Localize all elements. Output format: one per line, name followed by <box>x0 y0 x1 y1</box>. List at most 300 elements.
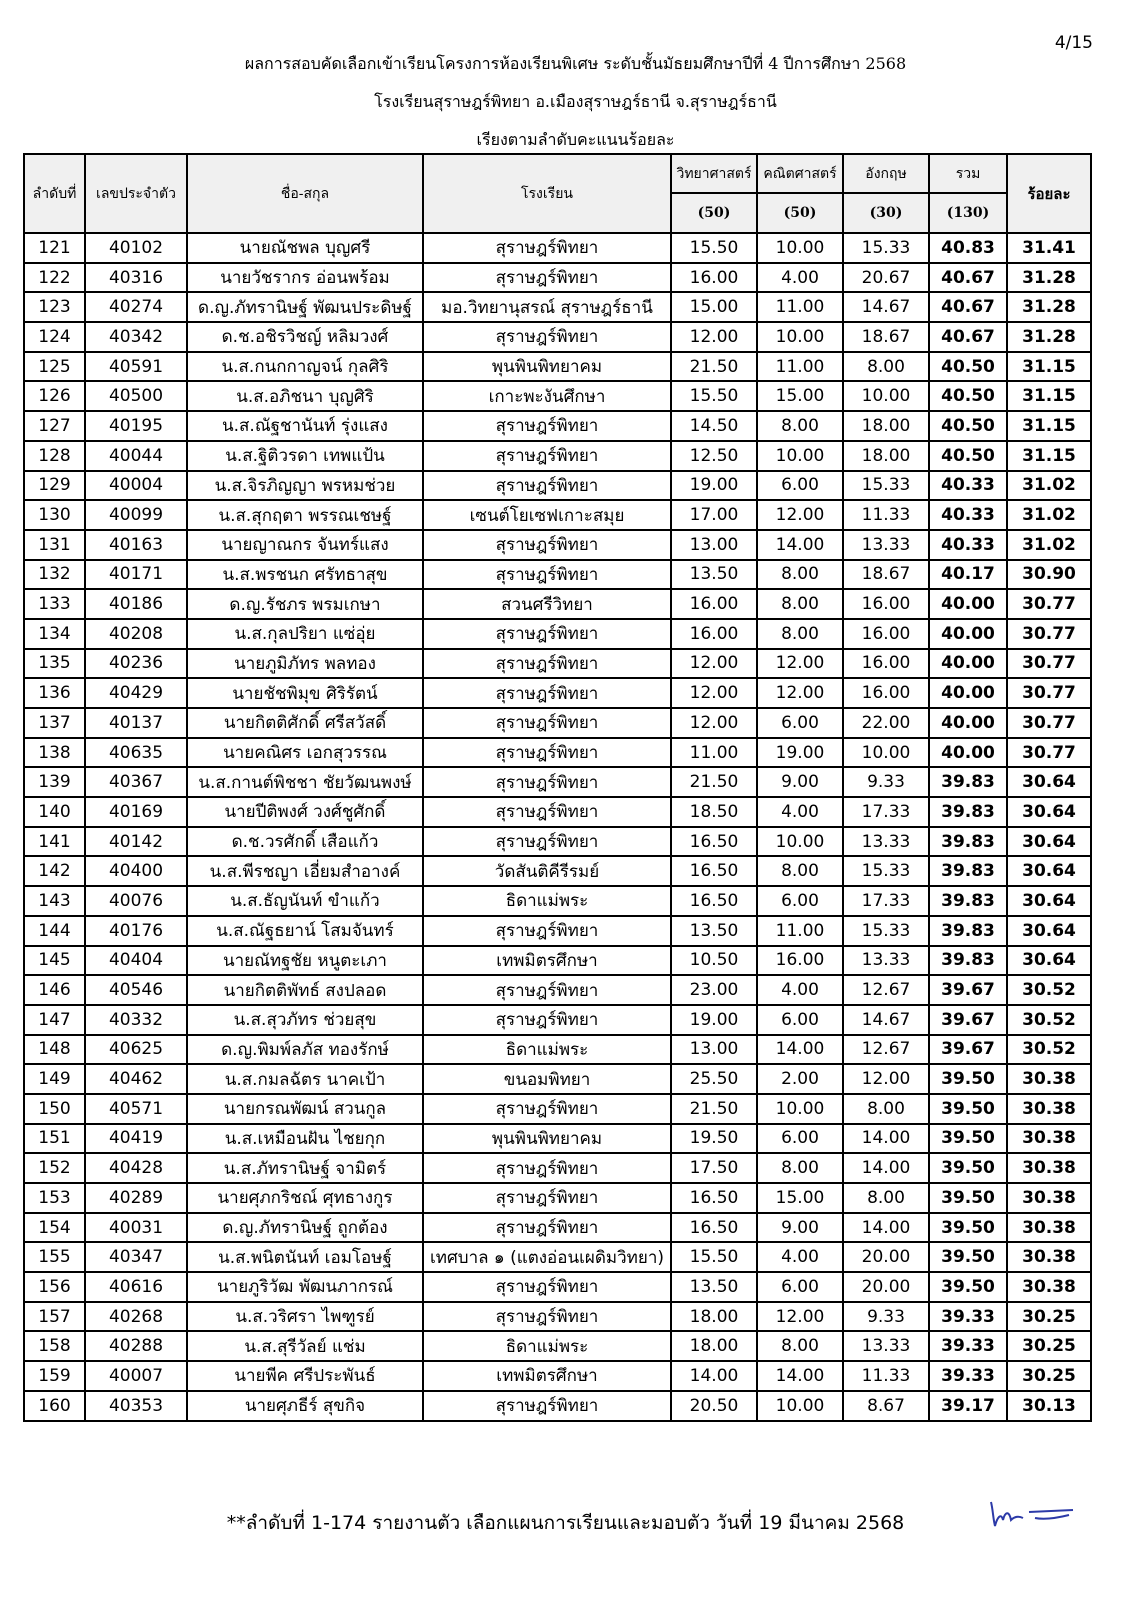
cell-school: สุราษฎร์พิทยา <box>423 441 671 471</box>
cell-english: 15.33 <box>843 471 929 501</box>
cell-total: 39.50 <box>929 1213 1007 1243</box>
cell-rank: 145 <box>24 946 85 976</box>
cell-science: 12.00 <box>671 649 757 679</box>
header-school: โรงเรียน <box>423 154 671 233</box>
cell-school: สุราษฎร์พิทยา <box>423 1213 671 1243</box>
cell-science: 18.00 <box>671 1302 757 1332</box>
cell-english: 8.00 <box>843 1183 929 1213</box>
cell-math: 15.00 <box>757 381 843 411</box>
cell-science: 13.00 <box>671 530 757 560</box>
cell-math: 6.00 <box>757 471 843 501</box>
table-row <box>24 797 1091 827</box>
cell-school: สุราษฎร์พิทยา <box>423 708 671 738</box>
cell-id: 40186 <box>85 589 187 619</box>
cell-total: 40.00 <box>929 708 1007 738</box>
cell-math: 4.00 <box>757 263 843 293</box>
cell-english: 12.67 <box>843 975 929 1005</box>
cell-name: นายภูมิภัทร พลทอง <box>187 649 423 679</box>
cell-science: 15.00 <box>671 292 757 322</box>
cell-rank: 124 <box>24 322 85 352</box>
cell-school: สุราษฎร์พิทยา <box>423 738 671 768</box>
cell-english: 13.33 <box>843 946 929 976</box>
signature-mark <box>985 1496 1080 1536</box>
cell-total: 40.00 <box>929 649 1007 679</box>
cell-id: 40268 <box>85 1302 187 1332</box>
cell-id: 40571 <box>85 1094 187 1124</box>
cell-total: 40.00 <box>929 678 1007 708</box>
cell-science: 12.00 <box>671 708 757 738</box>
cell-rank: 121 <box>24 233 85 263</box>
cell-school: สุราษฎร์พิทยา <box>423 471 671 501</box>
cell-english: 13.33 <box>843 1331 929 1361</box>
cell-name: นายญาณกร จันทร์แสง <box>187 530 423 560</box>
cell-science: 17.00 <box>671 500 757 530</box>
signature-tail <box>1035 1515 1069 1519</box>
cell-name: นายปีติพงศ์ วงศ์ชูศักดิ์ <box>187 797 423 827</box>
cell-name: น.ส.ธัญนันท์ ขำแก้ว <box>187 886 423 916</box>
cell-math: 4.00 <box>757 1242 843 1272</box>
cell-rank: 136 <box>24 678 85 708</box>
table-row <box>24 1183 1091 1213</box>
cell-school: ธิดาแม่พระ <box>423 1331 671 1361</box>
table-row <box>24 411 1091 441</box>
cell-total: 39.83 <box>929 767 1007 797</box>
cell-math: 15.00 <box>757 1183 843 1213</box>
cell-name: น.ส.กนกกาญจน์ กุลศิริ <box>187 352 423 382</box>
cell-math: 2.00 <box>757 1064 843 1094</box>
cell-percent: 31.15 <box>1007 411 1091 441</box>
table-row <box>24 441 1091 471</box>
cell-id: 40176 <box>85 916 187 946</box>
cell-name: น.ส.สุรีวัลย์ แช่ม <box>187 1331 423 1361</box>
table-row <box>24 500 1091 530</box>
cell-rank: 147 <box>24 1005 85 1035</box>
cell-science: 12.00 <box>671 322 757 352</box>
cell-math: 8.00 <box>757 856 843 886</box>
cell-school: สุราษฎร์พิทยา <box>423 678 671 708</box>
cell-id: 40428 <box>85 1153 187 1183</box>
table-row <box>24 1153 1091 1183</box>
table-row <box>24 1005 1091 1035</box>
header-name: ชื่อ-สกุล <box>187 154 423 233</box>
cell-percent: 30.25 <box>1007 1302 1091 1332</box>
cell-name: นายวัชรากร อ่อนพร้อม <box>187 263 423 293</box>
cell-percent: 31.28 <box>1007 292 1091 322</box>
cell-math: 10.00 <box>757 322 843 352</box>
table-row <box>24 589 1091 619</box>
cell-name: น.ส.จิรภิญญา พรหมช่วย <box>187 471 423 501</box>
cell-percent: 30.38 <box>1007 1094 1091 1124</box>
cell-name: ด.ญ.ภัทรานิษฐ์ พัฒนประดิษฐ์ <box>187 292 423 322</box>
footnote: **ลำดับที่ 1-174 รายงานตัว เลือกแผนการเรียนและมอบตัว วันที่ 19 มีนาคม 2568 <box>226 1512 905 1534</box>
cell-rank: 154 <box>24 1213 85 1243</box>
cell-id: 40031 <box>85 1213 187 1243</box>
cell-math: 9.00 <box>757 1213 843 1243</box>
cell-rank: 144 <box>24 916 85 946</box>
cell-school: สุราษฎร์พิทยา <box>423 975 671 1005</box>
results-table <box>23 153 1092 1422</box>
cell-math: 10.00 <box>757 1391 843 1421</box>
table-row <box>24 649 1091 679</box>
cell-name: นายณัชพล บุญศรี <box>187 233 423 263</box>
cell-english: 11.33 <box>843 500 929 530</box>
cell-science: 16.50 <box>671 1183 757 1213</box>
cell-rank: 149 <box>24 1064 85 1094</box>
cell-school: ธิดาแม่พระ <box>423 1035 671 1065</box>
cell-total: 39.33 <box>929 1331 1007 1361</box>
cell-science: 12.50 <box>671 441 757 471</box>
cell-science: 18.00 <box>671 1331 757 1361</box>
cell-math: 6.00 <box>757 708 843 738</box>
table-row <box>24 233 1091 263</box>
cell-school: สุราษฎร์พิทยา <box>423 1183 671 1213</box>
signature-stroke <box>991 1502 1023 1526</box>
cell-math: 10.00 <box>757 827 843 857</box>
cell-id: 40591 <box>85 352 187 382</box>
cell-english: 16.00 <box>843 589 929 619</box>
cell-percent: 30.13 <box>1007 1391 1091 1421</box>
cell-school: สุราษฎร์พิทยา <box>423 619 671 649</box>
cell-name: นายกรณพัฒน์ สวนกูล <box>187 1094 423 1124</box>
cell-rank: 159 <box>24 1361 85 1391</box>
cell-percent: 31.41 <box>1007 233 1091 263</box>
cell-school: สุราษฎร์พิทยา <box>423 411 671 441</box>
cell-percent: 30.38 <box>1007 1213 1091 1243</box>
cell-english: 14.00 <box>843 1124 929 1154</box>
cell-school: พุนพินพิทยาคม <box>423 352 671 382</box>
cell-name: ด.ญ.ภัทรานิษฐ์ ถูกต้อง <box>187 1213 423 1243</box>
page-number: 4/15 <box>1054 33 1093 53</box>
cell-school: เทพมิตรศึกษา <box>423 946 671 976</box>
cell-school: สุราษฎร์พิทยา <box>423 1302 671 1332</box>
cell-name: นายพีค ศรีประพันธ์ <box>187 1361 423 1391</box>
cell-school: สุราษฎร์พิทยา <box>423 1005 671 1035</box>
cell-math: 8.00 <box>757 1153 843 1183</box>
cell-english: 12.67 <box>843 1035 929 1065</box>
cell-percent: 31.15 <box>1007 441 1091 471</box>
cell-math: 10.00 <box>757 1094 843 1124</box>
table-row <box>24 560 1091 590</box>
cell-school: สุราษฎร์พิทยา <box>423 649 671 679</box>
cell-math: 12.00 <box>757 500 843 530</box>
cell-total: 39.83 <box>929 797 1007 827</box>
cell-name: น.ส.พนิตนันท์ เอมโอษฐ์ <box>187 1242 423 1272</box>
cell-english: 16.00 <box>843 649 929 679</box>
cell-total: 40.50 <box>929 352 1007 382</box>
cell-english: 8.67 <box>843 1391 929 1421</box>
cell-name: น.ส.พีรชญา เอี่ยมสำอางค์ <box>187 856 423 886</box>
cell-id: 40044 <box>85 441 187 471</box>
cell-math: 8.00 <box>757 560 843 590</box>
cell-school: สุราษฎร์พิทยา <box>423 1094 671 1124</box>
cell-science: 16.50 <box>671 1213 757 1243</box>
cell-rank: 140 <box>24 797 85 827</box>
cell-rank: 157 <box>24 1302 85 1332</box>
cell-school: มอ.วิทยานุสรณ์ สุราษฎร์ธานี <box>423 292 671 322</box>
cell-id: 40353 <box>85 1391 187 1421</box>
cell-name: น.ส.กมลฉัตร นาคเป้า <box>187 1064 423 1094</box>
cell-english: 22.00 <box>843 708 929 738</box>
cell-percent: 30.38 <box>1007 1242 1091 1272</box>
cell-rank: 139 <box>24 767 85 797</box>
cell-math: 10.00 <box>757 233 843 263</box>
cell-science: 16.50 <box>671 856 757 886</box>
table-row <box>24 381 1091 411</box>
cell-science: 16.50 <box>671 886 757 916</box>
cell-english: 15.33 <box>843 233 929 263</box>
cell-percent: 30.64 <box>1007 827 1091 857</box>
cell-english: 20.00 <box>843 1272 929 1302</box>
cell-percent: 31.02 <box>1007 500 1091 530</box>
table-row <box>24 292 1091 322</box>
table-row <box>24 738 1091 768</box>
cell-name: นายกิตติศักดิ์ ศรีสวัสดิ์ <box>187 708 423 738</box>
cell-science: 13.50 <box>671 1272 757 1302</box>
cell-school: สุราษฎร์พิทยา <box>423 530 671 560</box>
cell-math: 9.00 <box>757 767 843 797</box>
cell-math: 4.00 <box>757 975 843 1005</box>
cell-percent: 30.77 <box>1007 649 1091 679</box>
cell-total: 39.83 <box>929 856 1007 886</box>
cell-total: 40.67 <box>929 292 1007 322</box>
cell-percent: 31.28 <box>1007 263 1091 293</box>
cell-id: 40347 <box>85 1242 187 1272</box>
table-row <box>24 1361 1091 1391</box>
cell-rank: 128 <box>24 441 85 471</box>
cell-total: 39.67 <box>929 1035 1007 1065</box>
cell-science: 13.50 <box>671 916 757 946</box>
cell-total: 40.33 <box>929 471 1007 501</box>
cell-rank: 155 <box>24 1242 85 1272</box>
cell-id: 40332 <box>85 1005 187 1035</box>
table-row <box>24 263 1091 293</box>
cell-english: 12.00 <box>843 1064 929 1094</box>
cell-percent: 31.28 <box>1007 322 1091 352</box>
cell-name: นายศุภธีร์ สุขกิจ <box>187 1391 423 1421</box>
document-title: ผลการสอบคัดเลือกเข้าเรียนโครงการห้องเรียนพิเศษ ระดับชั้นมัธยมศึกษาปีที่ 4 ปีการศึกษา 2568 <box>244 54 907 73</box>
cell-name: ด.ญ.พิมพ์ลภัส ทองรักษ์ <box>187 1035 423 1065</box>
cell-name: น.ส.สุกฤตา พรรณเชษฐ์ <box>187 500 423 530</box>
cell-id: 40635 <box>85 738 187 768</box>
cell-school: พุนพินพิทยาคม <box>423 1124 671 1154</box>
cell-percent: 31.15 <box>1007 352 1091 382</box>
cell-math: 8.00 <box>757 589 843 619</box>
cell-name: น.ส.เหมือนฝัน ไชยกุก <box>187 1124 423 1154</box>
cell-name: น.ส.ณัฐธยาน์ โสมจันทร์ <box>187 916 423 946</box>
cell-science: 21.50 <box>671 767 757 797</box>
cell-math: 8.00 <box>757 1331 843 1361</box>
cell-science: 21.50 <box>671 1094 757 1124</box>
cell-id: 40171 <box>85 560 187 590</box>
header-row <box>24 154 1091 193</box>
cell-math: 6.00 <box>757 886 843 916</box>
cell-total: 40.50 <box>929 381 1007 411</box>
header-english: อังกฤษ <box>843 154 929 193</box>
cell-total: 39.33 <box>929 1302 1007 1332</box>
cell-id: 40429 <box>85 678 187 708</box>
cell-rank: 127 <box>24 411 85 441</box>
cell-percent: 30.38 <box>1007 1153 1091 1183</box>
cell-id: 40288 <box>85 1331 187 1361</box>
cell-math: 8.00 <box>757 411 843 441</box>
cell-english: 13.33 <box>843 827 929 857</box>
cell-science: 15.50 <box>671 1242 757 1272</box>
cell-math: 6.00 <box>757 1272 843 1302</box>
table-row <box>24 352 1091 382</box>
table-row <box>24 619 1091 649</box>
cell-percent: 30.52 <box>1007 975 1091 1005</box>
table-row <box>24 1064 1091 1094</box>
cell-id: 40004 <box>85 471 187 501</box>
cell-science: 23.00 <box>671 975 757 1005</box>
cell-name: น.ส.ฐิติวรดา เทพแป้น <box>187 441 423 471</box>
cell-english: 9.33 <box>843 1302 929 1332</box>
cell-rank: 126 <box>24 381 85 411</box>
cell-science: 18.50 <box>671 797 757 827</box>
cell-total: 40.50 <box>929 411 1007 441</box>
cell-total: 39.50 <box>929 1242 1007 1272</box>
cell-science: 16.00 <box>671 619 757 649</box>
cell-math: 4.00 <box>757 797 843 827</box>
cell-science: 19.00 <box>671 471 757 501</box>
cell-science: 17.50 <box>671 1153 757 1183</box>
cell-rank: 129 <box>24 471 85 501</box>
cell-science: 13.50 <box>671 560 757 590</box>
cell-english: 10.00 <box>843 381 929 411</box>
cell-total: 39.50 <box>929 1153 1007 1183</box>
cell-id: 40546 <box>85 975 187 1005</box>
cell-science: 13.00 <box>671 1035 757 1065</box>
table-row <box>24 1331 1091 1361</box>
cell-rank: 143 <box>24 886 85 916</box>
table-row <box>24 1035 1091 1065</box>
cell-name: นายภูริวัฒ พัฒนภากรณ์ <box>187 1272 423 1302</box>
cell-total: 39.50 <box>929 1064 1007 1094</box>
table-row <box>24 767 1091 797</box>
cell-math: 6.00 <box>757 1124 843 1154</box>
cell-english: 17.33 <box>843 797 929 827</box>
cell-name: น.ส.กุลปริยา แซ่อุ่ย <box>187 619 423 649</box>
table-row <box>24 678 1091 708</box>
cell-percent: 30.77 <box>1007 738 1091 768</box>
cell-rank: 158 <box>24 1331 85 1361</box>
cell-rank: 130 <box>24 500 85 530</box>
cell-english: 20.67 <box>843 263 929 293</box>
cell-percent: 31.02 <box>1007 530 1091 560</box>
cell-percent: 30.77 <box>1007 708 1091 738</box>
cell-science: 19.00 <box>671 1005 757 1035</box>
cell-math: 16.00 <box>757 946 843 976</box>
cell-math: 10.00 <box>757 441 843 471</box>
cell-total: 40.00 <box>929 738 1007 768</box>
cell-total: 40.67 <box>929 322 1007 352</box>
table-row <box>24 1391 1091 1421</box>
cell-math: 14.00 <box>757 1361 843 1391</box>
cell-math: 14.00 <box>757 1035 843 1065</box>
cell-id: 40137 <box>85 708 187 738</box>
max-english: (30) <box>843 193 929 233</box>
cell-total: 39.50 <box>929 1094 1007 1124</box>
cell-school: เทพมิตรศึกษา <box>423 1361 671 1391</box>
cell-rank: 122 <box>24 263 85 293</box>
cell-id: 40342 <box>85 322 187 352</box>
cell-science: 21.50 <box>671 352 757 382</box>
cell-id: 40316 <box>85 263 187 293</box>
cell-rank: 123 <box>24 292 85 322</box>
table-row <box>24 708 1091 738</box>
cell-id: 40102 <box>85 233 187 263</box>
cell-id: 40462 <box>85 1064 187 1094</box>
cell-english: 9.33 <box>843 767 929 797</box>
cell-rank: 141 <box>24 827 85 857</box>
cell-total: 39.17 <box>929 1391 1007 1421</box>
table-row <box>24 1213 1091 1243</box>
cell-name: น.ส.กานต์พิชชา ชัยวัฒนพงษ์ <box>187 767 423 797</box>
cell-id: 40616 <box>85 1272 187 1302</box>
cell-rank: 146 <box>24 975 85 1005</box>
cell-percent: 30.64 <box>1007 916 1091 946</box>
cell-percent: 31.15 <box>1007 381 1091 411</box>
cell-name: น.ส.พรชนก ศรัทธาสุข <box>187 560 423 590</box>
cell-school: สุราษฎร์พิทยา <box>423 767 671 797</box>
max-math: (50) <box>757 193 843 233</box>
cell-school: สุราษฎร์พิทยา <box>423 233 671 263</box>
cell-total: 39.67 <box>929 1005 1007 1035</box>
cell-english: 16.00 <box>843 678 929 708</box>
cell-english: 8.00 <box>843 352 929 382</box>
cell-percent: 30.25 <box>1007 1331 1091 1361</box>
cell-science: 12.00 <box>671 678 757 708</box>
cell-total: 40.17 <box>929 560 1007 590</box>
cell-rank: 138 <box>24 738 85 768</box>
cell-rank: 160 <box>24 1391 85 1421</box>
table-row <box>24 886 1091 916</box>
cell-school: สุราษฎร์พิทยา <box>423 263 671 293</box>
table-row <box>24 1272 1091 1302</box>
cell-rank: 131 <box>24 530 85 560</box>
cell-total: 39.83 <box>929 946 1007 976</box>
cell-total: 40.50 <box>929 441 1007 471</box>
cell-english: 14.67 <box>843 1005 929 1035</box>
cell-math: 12.00 <box>757 1302 843 1332</box>
table-row <box>24 322 1091 352</box>
cell-percent: 30.77 <box>1007 619 1091 649</box>
cell-percent: 31.02 <box>1007 471 1091 501</box>
cell-id: 40163 <box>85 530 187 560</box>
cell-name: น.ส.วริศรา ไพฑูรย์ <box>187 1302 423 1332</box>
cell-english: 20.00 <box>843 1242 929 1272</box>
header-id: เลขประจำตัว <box>85 154 187 233</box>
cell-percent: 30.64 <box>1007 767 1091 797</box>
cell-id: 40419 <box>85 1124 187 1154</box>
cell-percent: 30.77 <box>1007 589 1091 619</box>
cell-rank: 134 <box>24 619 85 649</box>
cell-percent: 30.77 <box>1007 678 1091 708</box>
cell-total: 39.83 <box>929 886 1007 916</box>
cell-rank: 135 <box>24 649 85 679</box>
cell-english: 10.00 <box>843 738 929 768</box>
cell-school: สวนศรีวิทยา <box>423 589 671 619</box>
cell-id: 40195 <box>85 411 187 441</box>
cell-english: 14.67 <box>843 292 929 322</box>
cell-name: นายณัทฐชัย หนูตะเภา <box>187 946 423 976</box>
cell-percent: 30.25 <box>1007 1361 1091 1391</box>
cell-percent: 30.52 <box>1007 1035 1091 1065</box>
cell-english: 11.33 <box>843 1361 929 1391</box>
cell-math: 12.00 <box>757 649 843 679</box>
cell-name: ด.ญ.รัชภร พรมเกษา <box>187 589 423 619</box>
cell-rank: 137 <box>24 708 85 738</box>
